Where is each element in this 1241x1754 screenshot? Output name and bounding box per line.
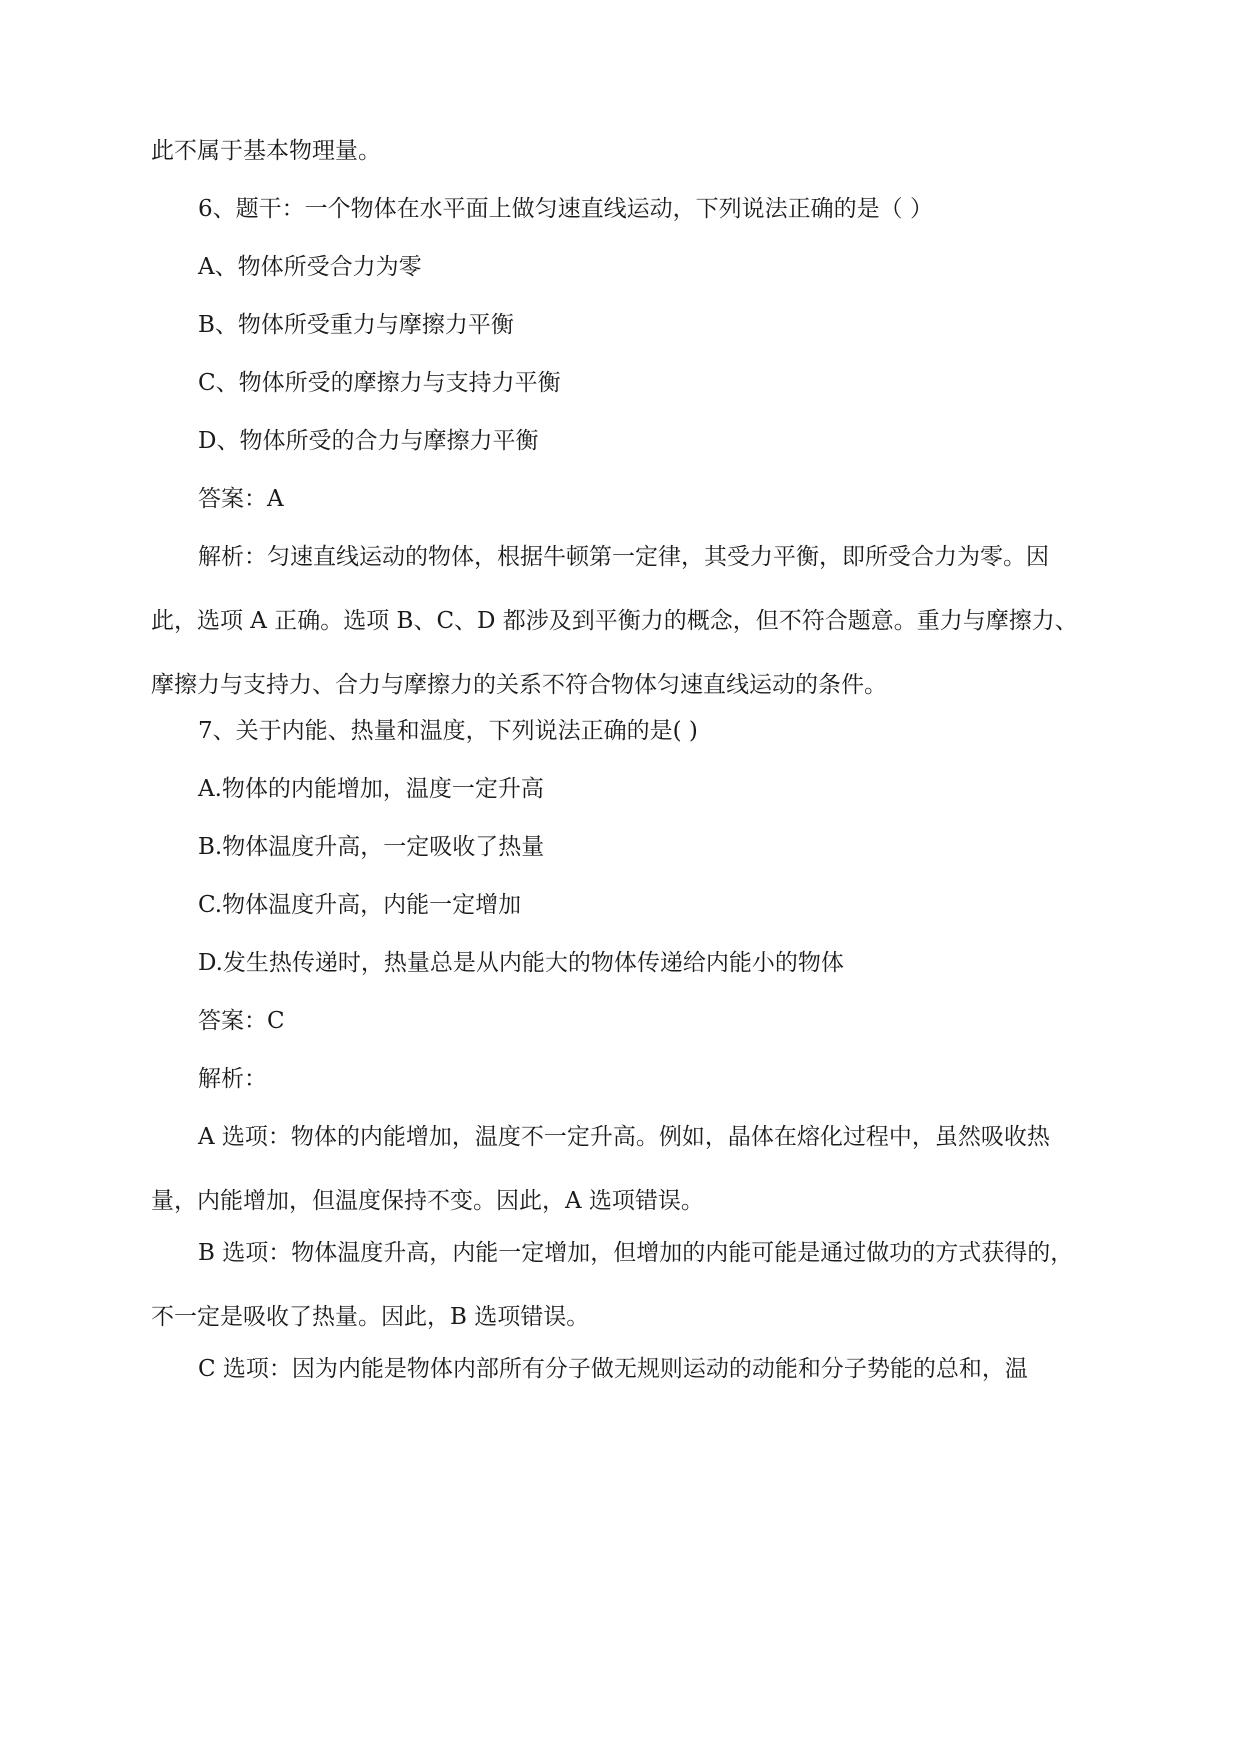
question-6-option-b: B、物体所受重力与摩擦力平衡 [198, 312, 514, 338]
question-7-explanation-heading: 解析： [198, 1066, 267, 1092]
question-7-option-c: C.物体温度升高，内能一定增加 [198, 892, 522, 918]
question-6-explanation: 解析：匀速直线运动的物体，根据牛顿第一定律，其受力平衡，即所受合力为零。因此，选项 A 正确。选项 B、C、D 都涉及到平衡力的概念，但不符合题意。重力与摩擦力、摩擦力与支持力、合力与摩擦力的关系不符合物体匀速直线运动的条件。 [151, 544, 1078, 698]
question-6-answer: 答案：A [198, 486, 284, 512]
explanation-option-c: C 选项：因为内能是物体内部所有分子做无规则运动的动能和分子势能的总和，温 [198, 1356, 1028, 1382]
question-7-option-d: D.发生热传递时，热量总是从内能大的物体传递给内能小的物体 [198, 950, 844, 976]
question-7-stem: 7、关于内能、热量和温度，下列说法正确的是( ) [198, 718, 698, 744]
question-6-option-a: A、物体所受合力为零 [198, 254, 422, 280]
question-7-option-a: A.物体的内能增加，温度一定升高 [198, 776, 544, 802]
question-6-option-c: C、物体所受的摩擦力与支持力平衡 [198, 370, 561, 396]
paragraph-continuation: 此不属于基本物理量。 [151, 138, 381, 164]
question-7-answer: 答案：C [198, 1008, 285, 1034]
question-6-option-d: D、物体所受的合力与摩擦力平衡 [198, 428, 539, 454]
question-7-option-b: B.物体温度升高，一定吸收了热量 [198, 834, 545, 860]
explanation-option-b: B 选项：物体温度升高，内能一定增加，但增加的内能可能是通过做功的方式获得的，不一定是吸收了热量。因此，B 选项错误。 [151, 1240, 1074, 1330]
explanation-option-a: A 选项：物体的内能增加，温度不一定升高。例如，晶体在熔化过程中，虽然吸收热量，内能增加，但温度保持不变。因此，A 选项错误。 [151, 1124, 1050, 1214]
question-6-stem: 6、题干：一个物体在水平面上做匀速直线运动，下列说法正确的是（ ） [198, 196, 933, 222]
